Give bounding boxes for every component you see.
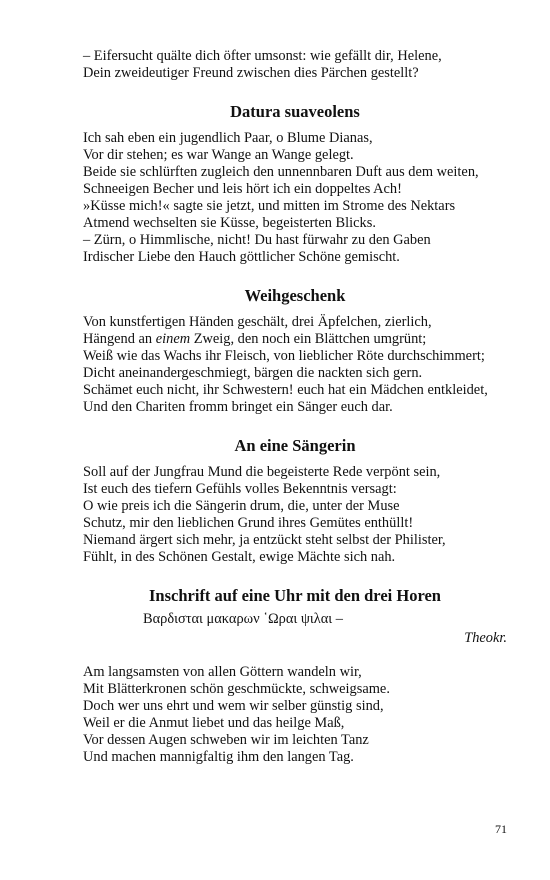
- verse-line: Und machen mannigfaltig ihm den langen Tag.: [83, 749, 354, 765]
- verse-line: Dicht aneinandergeschmiegt, bärgen die nackten sich gern.: [83, 365, 423, 381]
- page-content: [83, 48, 513, 766]
- poem-datura-body: [83, 130, 513, 266]
- verse-line: Irdischer Liebe den Hauch göttlicher Schöne gemischt.: [83, 249, 400, 265]
- verse-line: – Eifersucht quälte dich öfter umsonst: wie gefällt dir, Helene,: [83, 48, 442, 64]
- epigraph: Βαρδισται μακαρων ῾Ωραι ψιλαι –: [143, 611, 343, 627]
- poem-title-inschrift: Inschrift auf eine Uhr mit den drei Horen: [149, 586, 441, 605]
- poem-saengerin-body: [83, 464, 513, 566]
- verse-text: Hängend an: [83, 331, 156, 347]
- verse-line: Ich sah eben ein jugendlich Paar, o Blume Dianas,: [83, 130, 373, 146]
- verse-line: Von kunstfertigen Händen geschält, drei Äpfelchen, zierlich,: [83, 314, 432, 330]
- epigraph-attribution: Theokr.: [464, 630, 507, 646]
- verse-line: Vor dessen Augen schweben wir im leichten Tanz: [83, 732, 369, 748]
- verse-line: Niemand ärgert sich mehr, ja entzückt steht selbst der Philister,: [83, 532, 446, 548]
- poem-inschrift-body: [83, 664, 513, 766]
- verse-line: Soll auf der Jungfrau Mund die begeisterte Rede verpönt sein,: [83, 464, 441, 480]
- verse-line: Mit Blätterkronen schön geschmückte, schweigsame.: [83, 681, 390, 697]
- verse-line: Und den Chariten fromm bringet ein Sänger euch dar.: [83, 399, 393, 415]
- verse-text: Zweig, den noch ein Blättchen umgrünt;: [190, 331, 427, 347]
- verse-line: – Zürn, o Himmlische, nicht! Du hast fürwahr zu den Gaben: [83, 232, 431, 248]
- emphasized-word: einem: [155, 331, 191, 347]
- verse-line: Dein zweideutiger Freund zwischen dies Pärchen gestellt?: [83, 65, 419, 81]
- intro-stanza: [83, 48, 513, 82]
- verse-line: »Küsse mich!« sagte sie jetzt, und mitten im Strome des Nektars: [83, 198, 456, 214]
- verse-line: [83, 331, 513, 348]
- poem-title-datura: Datura suaveolens: [230, 102, 360, 121]
- verse-line: O wie preis ich die Sängerin drum, die, unter der Muse: [83, 498, 400, 514]
- verse-line: Schutz, mir den lieblichen Grund ihres Gemütes enthüllt!: [83, 515, 414, 531]
- verse-line: Doch wer uns ehrt und wem wir selber günstig sind,: [83, 698, 384, 714]
- verse-line: Fühlt, in des Schönen Gestalt, ewige Mächte sich nah.: [83, 549, 396, 565]
- verse-line: Weil er die Anmut liebet und das heilge Maß,: [83, 715, 345, 731]
- verse-line: Schämet euch nicht, ihr Schwestern! euch hat ein Mädchen entkleidet,: [83, 382, 488, 398]
- verse-line: Ist euch des tiefern Gefühls volles Bekenntnis versagt:: [83, 481, 397, 497]
- page-number: 71: [495, 822, 507, 836]
- verse-line: Weiß wie das Wachs ihr Fleisch, von lieblicher Röte durchschimmert;: [83, 348, 485, 364]
- verse-line: Schneeigen Becher und leis hört ich ein doppeltes Ach!: [83, 181, 402, 197]
- poem-title-saengerin: An eine Sängerin: [234, 436, 356, 455]
- verse-line: Atmend wechselten sie Küsse, begeisterten Blicks.: [83, 215, 376, 231]
- poem-title-weihgeschenk: Weihgeschenk: [244, 286, 346, 305]
- verse-line: Vor dir stehen; es war Wange an Wange gelegt.: [83, 147, 354, 163]
- verse-line: Beide sie schlürften zugleich den unnennbaren Duft aus dem weiten,: [83, 164, 479, 180]
- poem-weihgeschenk-body: [83, 314, 513, 416]
- verse-line: Am langsamsten von allen Göttern wandeln wir,: [83, 664, 362, 680]
